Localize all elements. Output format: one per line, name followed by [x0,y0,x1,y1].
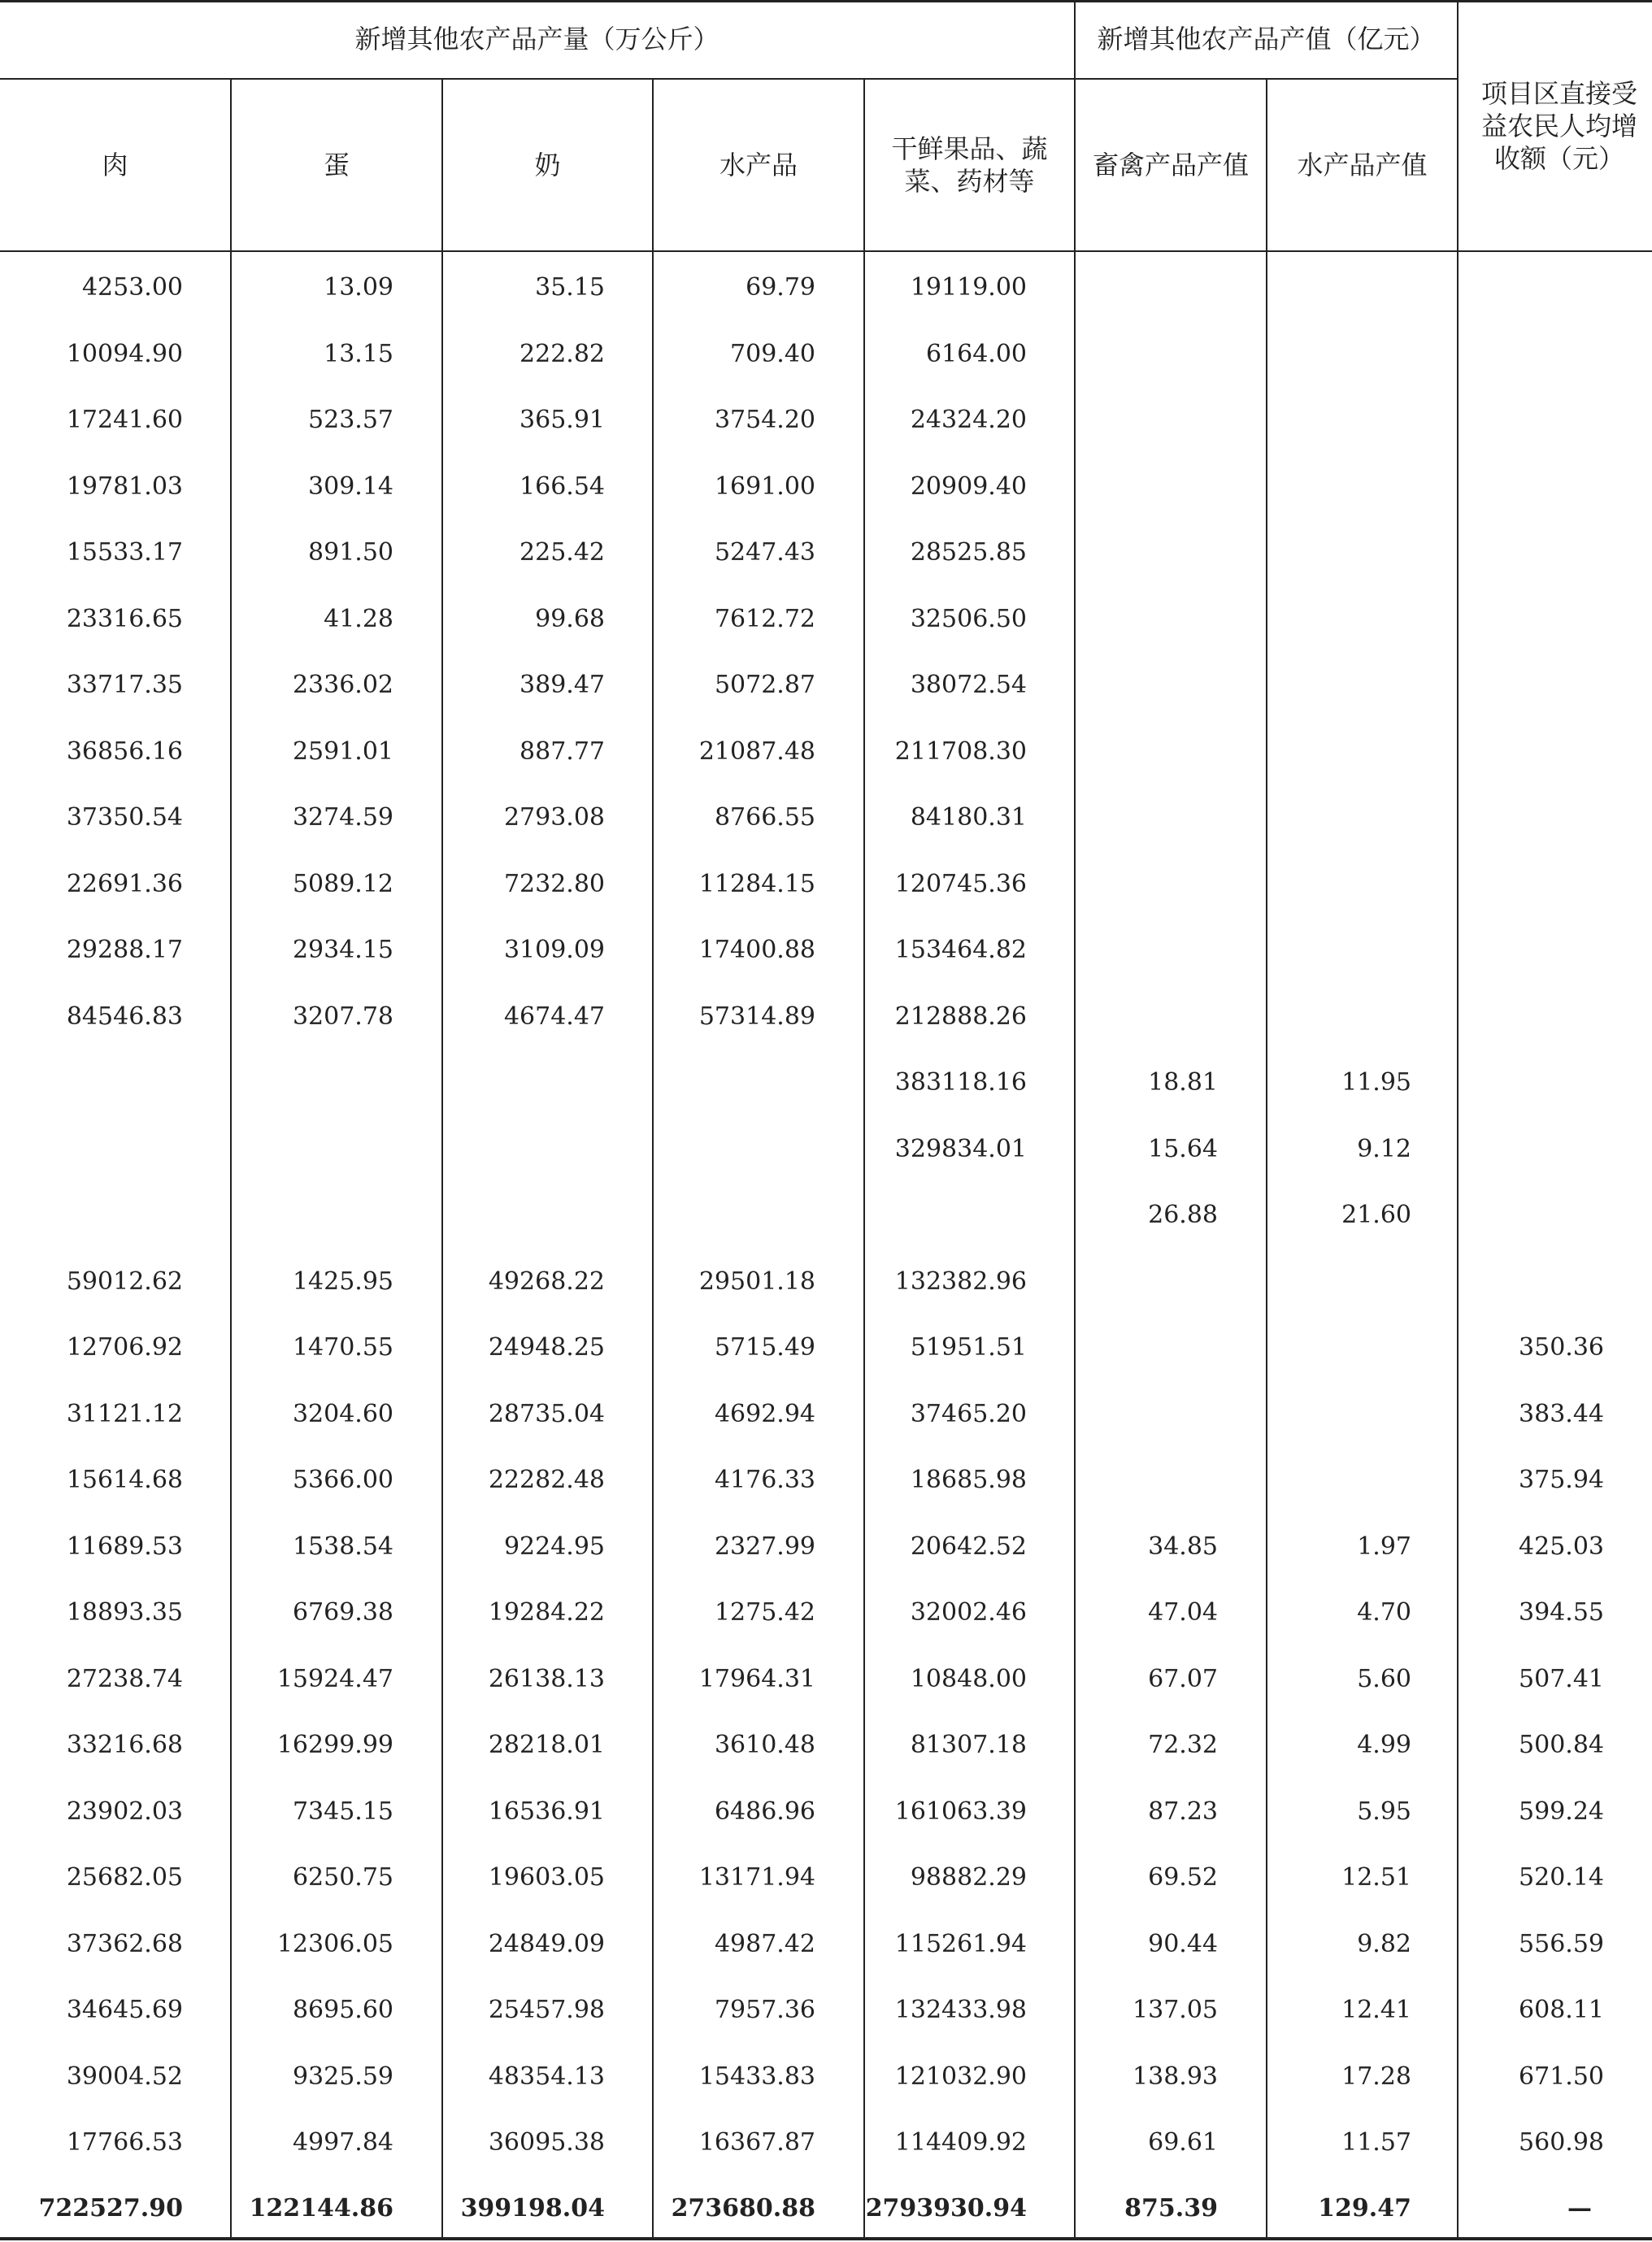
income-cell [1401,404,1604,437]
aquatic-value-cell [1208,934,1411,967]
aquatic-value-cell: 9.82 [1357,1929,1411,1958]
income-cell [1401,868,1604,901]
milk-cell: 16536.91 [488,1797,605,1826]
meat-cell: 17241.60 [66,406,183,434]
aquatic-value-cell [1208,1464,1411,1497]
aquatic-cell: 5247.43 [714,538,815,567]
income-cell [1401,669,1604,702]
aquatic-value-cell: 5.95 [1357,1797,1411,1826]
income-cell: 608.11 [1519,1996,1604,2024]
meat-cell: 17766.53 [66,2128,183,2157]
livestock-value-cell [1015,802,1218,834]
income-cell [1401,471,1604,503]
fruit-vegetable-cell: 10848.00 [910,1664,1027,1693]
income-cell: 350.36 [1519,1333,1604,1362]
meat-cell: 59012.62 [66,1267,183,1296]
aquatic-value-cell [1208,603,1411,636]
aquatic-cell: 15433.83 [698,2062,815,2091]
meat-cell: 10094.90 [66,339,183,368]
egg-cell: 12306.05 [276,1929,393,1958]
aquatic-cell: 3610.48 [714,1731,815,1759]
milk-cell: 365.91 [520,406,605,434]
egg-cell [190,1133,393,1166]
aquatic-cell: 6486.96 [714,1797,815,1826]
fruit-vegetable-cell: 32506.50 [910,604,1027,633]
egg-cell: 9325.59 [292,2062,393,2091]
meat-cell: 31121.12 [66,1399,183,1428]
egg-cell: 4997.84 [292,2128,393,2157]
livestock-value-cell [1015,1332,1218,1364]
aquatic-cell: 709.40 [730,339,815,368]
aquatic-value-cell [1208,338,1411,371]
total-aquatic-cell: 273680.88 [671,2194,815,2222]
egg-cell: 1425.95 [292,1267,393,1296]
aquatic-value-header: 水产品产值 [1297,150,1428,180]
egg-cell: 3204.60 [292,1399,393,1428]
egg-cell: 13.15 [324,339,393,368]
fruit-vegetable-cell: 132382.96 [894,1267,1027,1296]
meat-cell: 12706.92 [66,1333,183,1362]
milk-cell: 28218.01 [488,1731,605,1759]
livestock-value-cell: 18.81 [1148,1068,1218,1097]
egg-cell: 15924.47 [276,1664,393,1693]
egg-cell: 7345.15 [292,1797,393,1826]
fruit-vegetable-cell: 38072.54 [910,671,1027,699]
egg-cell: 5089.12 [292,869,393,898]
egg-cell: 6769.38 [292,1598,393,1627]
livestock-value-cell: 69.52 [1148,1863,1218,1892]
aquatic-value-cell: 4.99 [1357,1731,1411,1759]
livestock-value-cell: 90.44 [1148,1929,1218,1958]
meat-cell: 36856.16 [66,736,183,766]
livestock-value-cell [1015,272,1218,304]
fruit-vegetable-cell: 20642.52 [910,1532,1027,1561]
income-header: 项目区直接受益农民人均增收额（元） [1480,78,1637,174]
fruit-vegetable-cell: 20909.40 [910,471,1027,501]
livestock-value-cell: 34.85 [1148,1532,1218,1561]
egg-cell: 5366.00 [292,1466,393,1494]
aquatic-value-cell [1208,868,1411,901]
income-cell: 425.03 [1519,1532,1604,1561]
livestock-value-header: 畜禽产品产值 [1092,150,1249,180]
fruit-vegetable-cell: 19119.00 [910,273,1027,302]
aquatic-cell: 69.79 [746,273,815,302]
meat-cell: 4253.00 [81,273,183,302]
livestock-value-cell [1015,934,1218,967]
aquatic-value-cell: 5.60 [1357,1664,1411,1693]
milk-cell: 25457.98 [488,1996,605,2024]
meat-cell: 19781.03 [66,471,183,501]
milk-cell: 9224.95 [503,1532,605,1561]
fruit-vegetable-cell: 51951.51 [910,1333,1027,1362]
total-fruit-vegetable-cell: 2793930.94 [865,2194,1027,2222]
aquatic-cell: 21087.48 [698,736,815,766]
aquatic-value-cell: 12.51 [1341,1863,1411,1892]
aquatic-cell: 57314.89 [698,1002,815,1031]
livestock-value-cell: 67.07 [1148,1664,1218,1693]
aquatic-cell: 1691.00 [714,471,815,501]
egg-header: 蛋 [323,150,350,180]
milk-cell: 7232.80 [503,869,605,898]
fruit-vegetable-cell: 32002.46 [910,1598,1027,1627]
aquatic-cell: 4987.42 [714,1929,815,1958]
milk-cell: 2793.08 [503,803,605,832]
income-cell [1401,1266,1604,1298]
meat-cell: 33216.68 [66,1731,183,1759]
egg-cell: 16299.99 [276,1731,393,1759]
livestock-value-cell: 72.32 [1148,1731,1218,1759]
meat-cell: 23316.65 [66,604,183,633]
aquatic-value-cell: 11.95 [1341,1068,1411,1097]
aquatic-cell: 5715.49 [714,1333,815,1362]
aquatic-header: 水产品 [719,150,798,180]
aquatic-value-cell: 17.28 [1341,2062,1411,2091]
livestock-value-cell: 47.04 [1148,1598,1218,1627]
egg-cell [190,1067,393,1099]
meat-header: 肉 [102,150,128,180]
income-cell: 520.14 [1519,1863,1604,1892]
fruit-vegetable-cell: 329834.01 [894,1134,1027,1163]
livestock-value-cell: 138.93 [1132,2062,1218,2091]
livestock-value-cell [1015,1266,1218,1298]
income-cell [1401,272,1604,304]
aquatic-cell: 8766.55 [714,803,815,832]
fruit-vegetable-cell: 81307.18 [910,1731,1027,1759]
aquatic-value-cell: 9.12 [1357,1134,1411,1163]
livestock-value-cell [1015,404,1218,437]
egg-cell: 3207.78 [292,1002,393,1031]
egg-cell: 41.28 [324,604,393,633]
fruit-vegetable-cell: 114409.92 [894,2128,1027,2157]
livestock-value-cell: 15.64 [1148,1134,1218,1163]
livestock-value-cell: 26.88 [1148,1201,1218,1229]
aquatic-value-cell [1208,802,1411,834]
total-income-cell: — [1567,2194,1592,2222]
aquatic-cell: 2327.99 [714,1532,815,1561]
livestock-value-cell [1015,471,1218,503]
aquatic-cell: 11284.15 [698,869,815,898]
total-meat-cell: 722527.90 [38,2194,183,2222]
milk-header: 奶 [534,150,561,180]
livestock-value-cell [1015,1398,1218,1431]
aquatic-value-cell [1208,404,1411,437]
egg-cell [190,1199,393,1232]
fruit-vegetable-cell: 115261.94 [894,1929,1027,1958]
milk-cell: 166.54 [520,471,605,501]
fruit-vegetable-cell: 37465.20 [910,1399,1027,1428]
aquatic-value-cell: 1.97 [1357,1532,1411,1561]
table-bottom-rule [0,2237,1652,2240]
milk-cell: 99.68 [535,604,605,633]
income-cell [1401,338,1604,371]
fruit-vegetable-cell: 28525.85 [910,538,1027,567]
meat-cell: 22691.36 [66,869,183,898]
aquatic-value-cell [1208,537,1411,569]
meat-cell: 15533.17 [66,538,183,567]
total-milk-cell: 399198.04 [460,2194,605,2222]
aquatic-cell: 3754.20 [714,406,815,434]
milk-cell: 26138.13 [488,1664,605,1693]
milk-cell: 887.77 [520,736,605,766]
livestock-value-cell [1015,868,1218,901]
fruit-vegetable-cell: 18685.98 [910,1466,1027,1494]
aquatic-value-cell: 21.60 [1341,1201,1411,1229]
milk-cell: 22282.48 [488,1466,605,1494]
meat-cell: 29288.17 [66,936,183,964]
egg-cell: 1538.54 [292,1532,393,1561]
fruit-vegetable-cell: 153464.82 [894,936,1027,964]
milk-cell [402,1133,605,1166]
income-cell: 375.94 [1519,1466,1604,1494]
fruit-vegetable-cell: 132433.98 [894,1996,1027,2024]
milk-cell: 48354.13 [488,2062,605,2091]
egg-cell: 3274.59 [292,803,393,832]
meat-cell: 23902.03 [66,1797,183,1826]
fruit-vegetable-cell: 98882.29 [910,1863,1027,1892]
aquatic-value-cell [1208,1398,1411,1431]
production-group-header: 新增其他农产品产量（万公斤） [354,24,719,54]
livestock-value-cell [1015,736,1218,768]
milk-cell: 24849.09 [488,1929,605,1958]
total-egg-cell: 122144.86 [249,2194,393,2222]
meat-cell [0,1133,183,1166]
income-cell: 560.98 [1519,2128,1604,2157]
income-cell: 556.59 [1519,1929,1604,1958]
income-cell: 500.84 [1519,1731,1604,1759]
income-cell [1401,537,1604,569]
aquatic-value-cell [1208,1332,1411,1364]
milk-cell: 19603.05 [488,1863,605,1892]
fruit-vegetable-cell [824,1199,1027,1232]
aquatic-value-cell: 11.57 [1341,2128,1411,2157]
egg-cell: 2336.02 [292,671,393,699]
aquatic-cell [612,1067,815,1099]
aquatic-cell: 7957.36 [714,1996,815,2024]
milk-cell: 35.15 [535,273,605,302]
aquatic-cell [612,1133,815,1166]
meat-cell: 33717.35 [66,671,183,699]
meat-cell [0,1199,183,1232]
egg-cell: 8695.60 [292,1996,393,2024]
meat-cell: 84546.83 [66,1002,183,1031]
egg-cell: 6250.75 [292,1863,393,1892]
milk-cell [402,1067,605,1099]
aquatic-cell: 4176.33 [714,1466,815,1494]
header-divider [1457,0,1459,252]
income-cell [1401,934,1604,967]
egg-cell: 1470.55 [292,1333,393,1362]
milk-cell: 222.82 [520,339,605,368]
milk-cell [402,1199,605,1232]
aquatic-value-cell [1208,1266,1411,1298]
aquatic-value-cell: 12.41 [1341,1996,1411,2024]
aquatic-cell: 17964.31 [698,1664,815,1693]
aquatic-cell: 7612.72 [714,604,815,633]
aquatic-cell: 13171.94 [698,1863,815,1892]
total-livestock-value-cell: 875.39 [1124,2194,1218,2222]
aquatic-cell: 1275.42 [714,1598,815,1627]
income-cell [1401,1133,1604,1166]
aquatic-value-cell [1208,1001,1411,1033]
meat-cell: 27238.74 [66,1664,183,1693]
meat-cell [0,1067,183,1099]
fruit-vegetable-cell: 120745.36 [894,869,1027,898]
livestock-value-cell: 137.05 [1132,1996,1218,2024]
milk-cell: 28735.04 [488,1399,605,1428]
milk-cell: 225.42 [520,538,605,567]
income-cell [1401,1199,1604,1232]
income-cell [1401,802,1604,834]
milk-cell: 24948.25 [488,1333,605,1362]
meat-cell: 25682.05 [66,1863,183,1892]
livestock-value-cell: 87.23 [1148,1797,1218,1826]
total-aquatic-value-cell: 129.47 [1318,2194,1411,2222]
header-bottom-rule [0,250,1652,252]
egg-cell: 2591.01 [292,736,393,766]
income-cell [1401,736,1604,768]
meat-cell: 37350.54 [66,803,183,832]
milk-cell: 3109.09 [503,936,605,964]
income-cell [1401,603,1604,636]
aquatic-cell: 29501.18 [698,1267,815,1296]
aquatic-cell: 4692.94 [714,1399,815,1428]
value-group-header: 新增其他农产品产值（亿元） [1097,24,1436,54]
fruit-vegetable-cell: 6164.00 [925,339,1027,368]
milk-cell: 4674.47 [503,1002,605,1031]
livestock-value-cell [1015,1464,1218,1497]
milk-cell: 19284.22 [488,1598,605,1627]
aquatic-value-cell [1208,736,1411,768]
fruit-vegetable-cell: 212888.26 [894,1002,1027,1031]
meat-cell: 34645.69 [66,1996,183,2024]
aquatic-cell: 16367.87 [698,2128,815,2157]
aquatic-cell: 5072.87 [714,671,815,699]
income-cell: 394.55 [1519,1598,1604,1627]
aquatic-value-cell: 4.70 [1357,1598,1411,1627]
meat-cell: 39004.52 [66,2062,183,2091]
meat-cell: 15614.68 [66,1466,183,1494]
egg-cell: 891.50 [308,538,393,567]
milk-cell: 389.47 [520,671,605,699]
livestock-value-cell [1015,338,1218,371]
income-cell: 671.50 [1519,2062,1604,2091]
fruit-vegetable-header [865,80,1074,250]
egg-cell: 309.14 [308,471,393,501]
meat-cell: 37362.68 [66,1929,183,1958]
aquatic-value-cell [1208,669,1411,702]
income-cell [1401,1001,1604,1033]
milk-cell: 49268.22 [488,1267,605,1296]
aquatic-value-cell [1208,471,1411,503]
livestock-value-cell [1015,1001,1218,1033]
income-cell: 599.24 [1519,1797,1604,1826]
fruit-vegetable-cell: 24324.20 [910,406,1027,434]
livestock-value-cell: 69.61 [1148,2128,1218,2157]
fruit-vegetable-cell: 121032.90 [894,2062,1027,2091]
fruit-vegetable-header-line1: 干鲜果品、蔬 [891,133,1048,164]
livestock-value-cell [1015,669,1218,702]
fruit-vegetable-cell: 211708.30 [894,736,1027,766]
income-cell [1401,1067,1604,1099]
milk-cell: 36095.38 [488,2128,605,2157]
egg-cell: 13.09 [324,273,393,302]
income-cell: 383.44 [1519,1399,1604,1428]
aquatic-cell: 17400.88 [698,936,815,964]
income-cell: 507.41 [1519,1664,1604,1693]
aquatic-cell [612,1199,815,1232]
fruit-vegetable-cell: 84180.31 [910,803,1027,832]
meat-cell: 18893.35 [66,1598,183,1627]
livestock-value-cell [1015,603,1218,636]
livestock-value-cell [1015,537,1218,569]
meat-cell: 11689.53 [66,1532,183,1561]
egg-cell: 523.57 [308,406,393,434]
fruit-vegetable-header-line2: 菜、药材等 [904,166,1035,197]
fruit-vegetable-cell: 383118.16 [894,1068,1027,1097]
aquatic-value-cell [1208,272,1411,304]
fruit-vegetable-cell: 161063.39 [894,1797,1027,1826]
egg-cell: 2934.15 [292,936,393,964]
